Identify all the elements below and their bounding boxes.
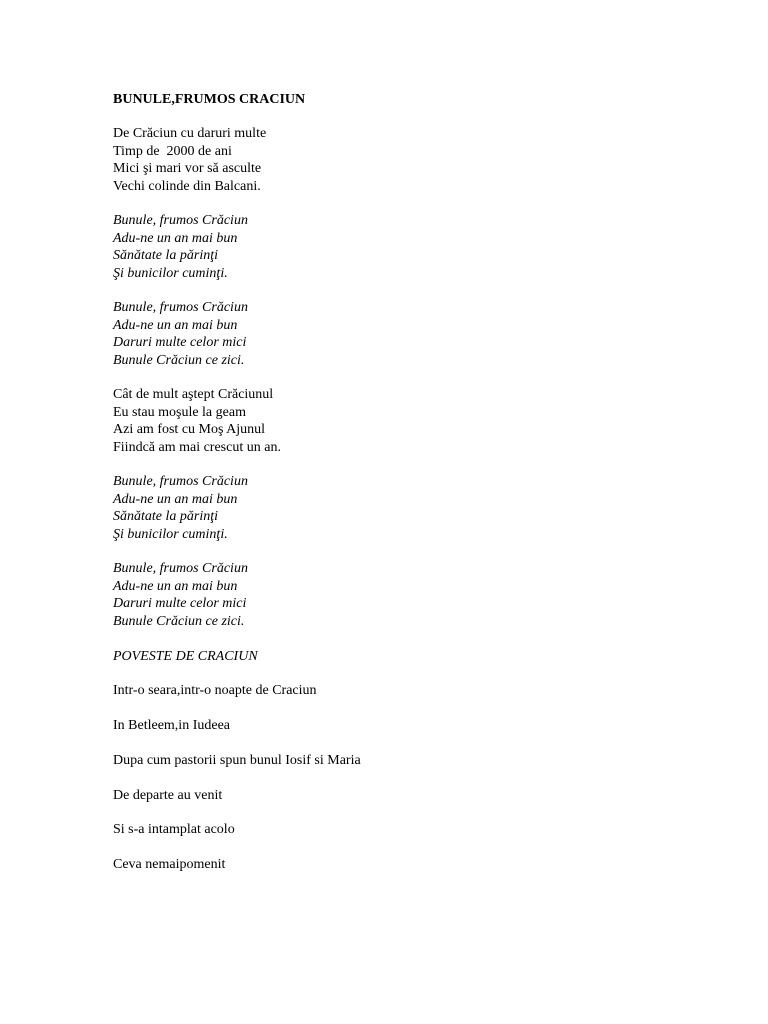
refrain-stanza	[113, 560, 673, 630]
verse-line: Vechi colinde din Balcani.	[113, 178, 261, 194]
poem-line: De departe au venit	[113, 787, 223, 803]
verse-line: Eu stau moşule la geam	[113, 404, 246, 420]
verse-line: Adu-ne un an mai bun	[113, 317, 238, 333]
verse-line: Sănătate la părinţi	[113, 248, 218, 264]
stanza	[113, 125, 673, 195]
poem-line: Si s-a intamplat acolo	[113, 822, 235, 838]
stanza	[113, 386, 673, 456]
verse-line: Adu-ne un an mai bun	[113, 578, 238, 594]
verse-line: Fiindcă am mai crescut un an.	[113, 439, 281, 455]
verse-line: Azi am fost cu Moş Ajunul	[113, 422, 266, 438]
verse-line: Cât de mult aştept Crăciunul	[113, 387, 274, 403]
verse-line: Adu-ne un an mai bun	[113, 491, 238, 507]
refrain-stanza	[113, 299, 673, 369]
refrain-stanza	[113, 212, 673, 282]
verse-line: Bunule, frumos Crăciun	[113, 213, 248, 229]
verse-line: Timp de 2000 de ani	[113, 143, 232, 159]
verse-line: Bunule, frumos Crăciun	[113, 474, 248, 490]
verse-line: Adu-ne un an mai bun	[113, 230, 238, 246]
poem-line: Intr-o seara,intr-o noapte de Craciun	[113, 683, 317, 699]
verse-line: Sănătate la părinţi	[113, 509, 218, 525]
verse-line: Mici şi mari vor să asculte	[113, 161, 262, 177]
verse-line: Bunule Crăciun ce zici.	[113, 613, 245, 629]
verse-line: De Crăciun cu daruri multe	[113, 126, 267, 142]
poem-title: BUNULE,FRUMOS CRACIUN	[113, 92, 306, 107]
refrain-stanza	[113, 473, 673, 543]
verse-line: Şi bunicilor cuminţi.	[113, 526, 228, 542]
verse-line: Bunule, frumos Crăciun	[113, 561, 248, 577]
poem-line: Ceva nemaipomenit	[113, 857, 226, 873]
verse-line: Şi bunicilor cuminţi.	[113, 265, 228, 281]
second-poem-title: POVESTE DE CRACIUN	[113, 648, 258, 664]
verse-line: Daruri multe celor mici	[113, 596, 247, 612]
poem-line: Dupa cum pastorii spun bunul Iosif si Maria	[113, 752, 361, 768]
verse-line: Daruri multe celor mici	[113, 335, 247, 351]
verse-line: Bunule Crăciun ce zici.	[113, 352, 245, 368]
poem-line: In Betleem,in Iudeea	[113, 718, 231, 734]
verse-line: Bunule, frumos Crăciun	[113, 300, 248, 316]
document-body	[113, 91, 673, 891]
